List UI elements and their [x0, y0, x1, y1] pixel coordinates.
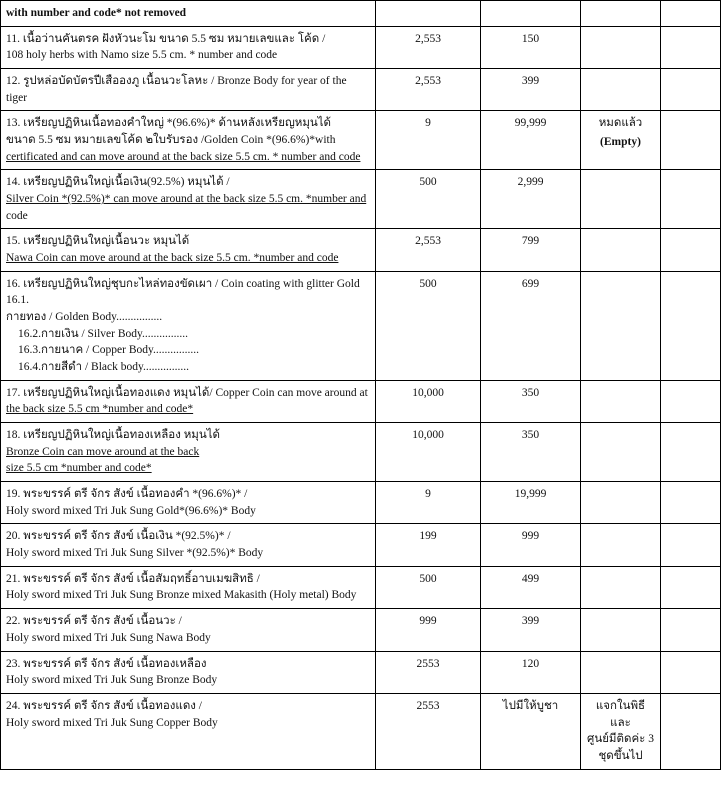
- item-note: [581, 380, 661, 422]
- item-quantity: 2,553: [376, 26, 481, 68]
- item-price: 19,999: [481, 482, 581, 524]
- item-price: 99,999: [481, 111, 581, 170]
- note-line: แจกในพิธีและ: [595, 699, 646, 729]
- item-extra: [661, 271, 721, 380]
- desc-line: Nawa Coin can move around at the back size 5.5 cm. *number and code: [6, 252, 339, 265]
- item-extra: [661, 693, 721, 769]
- table-row: [1, 380, 721, 422]
- note-line: (Empty): [600, 136, 641, 149]
- table-row: [1, 566, 721, 608]
- header-qty-cell: [376, 1, 481, 27]
- desc-line: code: [6, 209, 28, 222]
- item-note: [581, 111, 661, 170]
- table-row: [1, 69, 721, 111]
- desc-line: Silver Coin *(92.5%)* can move around at the back size 5.5 cm. *number and: [6, 193, 367, 206]
- item-description: [1, 566, 376, 608]
- item-description: [1, 423, 376, 482]
- item-description: [1, 229, 376, 271]
- desc-text: 17. เหรียญปฏิหินใหญ่เนื้อทองแดง หมุนได้/ Copper Coin can move around at: [6, 386, 368, 399]
- item-description: [1, 271, 376, 380]
- item-description: [1, 111, 376, 170]
- desc-line: Holy sword mixed Tri Juk Sung Nawa Body: [6, 631, 211, 644]
- item-price: 399: [481, 69, 581, 111]
- item-price: 699: [481, 271, 581, 380]
- table-row: [1, 651, 721, 693]
- item-price: ไปมีให้บูชา: [481, 693, 581, 769]
- desc-line: the back size 5.5 cm *number and code*: [6, 403, 194, 416]
- item-description: [1, 693, 376, 769]
- item-extra: [661, 111, 721, 170]
- item-note: [581, 609, 661, 651]
- desc-line: กายทอง / Golden Body................: [6, 311, 163, 324]
- desc-line: 16. เหรียญปฏิหินใหญ่ชุบกะไหล่ทองขัดเผา / Coin coating with glitter Gold 16.1.: [6, 277, 360, 307]
- item-quantity: 500: [376, 170, 481, 229]
- item-quantity: 2,553: [376, 229, 481, 271]
- item-description: [1, 482, 376, 524]
- item-quantity: 199: [376, 524, 481, 566]
- item-extra: [661, 229, 721, 271]
- item-description: [1, 380, 376, 422]
- table-row: [1, 26, 721, 68]
- item-quantity: 500: [376, 566, 481, 608]
- item-quantity: 2553: [376, 693, 481, 769]
- item-description: [1, 69, 376, 111]
- desc-line: Holy sword mixed Tri Juk Sung Bronze Body: [6, 674, 218, 687]
- desc-line: Holy sword mixed Tri Juk Sung Silver *(92.5%)* Body: [6, 547, 264, 560]
- item-price: 999: [481, 524, 581, 566]
- item-extra: [661, 423, 721, 482]
- item-quantity: 2553: [376, 651, 481, 693]
- item-quantity: 2,553: [376, 69, 481, 111]
- item-description: [1, 651, 376, 693]
- item-price: 120: [481, 651, 581, 693]
- item-note: [581, 271, 661, 380]
- item-quantity: 500: [376, 271, 481, 380]
- header-last-cell: [661, 1, 721, 27]
- desc-line: 14. เหรียญปฏิหินใหญ่เนื้อเงิน(92.5%) หมุนได้ /: [6, 176, 230, 189]
- item-extra: [661, 524, 721, 566]
- item-extra: [661, 482, 721, 524]
- item-price: 799: [481, 229, 581, 271]
- table-row: [1, 271, 721, 380]
- item-quantity: 9: [376, 111, 481, 170]
- item-note: [581, 423, 661, 482]
- desc-line: 18. เหรียญปฏิหินใหญ่เนื้อทองเหลือง หมุนได้: [6, 429, 220, 442]
- header-price-cell: [481, 1, 581, 27]
- item-note: [581, 229, 661, 271]
- header-title-cell: with number and code* not removed: [1, 1, 376, 27]
- item-price: 150: [481, 26, 581, 68]
- item-quantity: 10,000: [376, 380, 481, 422]
- item-note: [581, 651, 661, 693]
- table-header-row: [1, 1, 721, 27]
- desc-line: 16.3.กายนาค / Copper Body................: [18, 344, 200, 357]
- desc-line: 24. พระขรรค์ ตรี จักร สังข์ เนื้อทองแดง /: [6, 699, 202, 712]
- desc-line: 19. พระขรรค์ ตรี จักร สังข์ เนื้อทองคำ *(96.6%)* /: [6, 488, 248, 501]
- desc-line: 22. พระขรรค์ ตรี จักร สังข์ เนื้อนวะ /: [6, 615, 182, 628]
- note-line: ชุดขึ้นไป: [598, 749, 643, 762]
- item-price: 350: [481, 380, 581, 422]
- item-description: [1, 170, 376, 229]
- item-description: [1, 26, 376, 68]
- item-note: [581, 482, 661, 524]
- note-line: หมดแล้ว: [598, 117, 643, 130]
- item-extra: [661, 26, 721, 68]
- desc-line: Holy sword mixed Tri Juk Sung Gold*(96.6%)* Body: [6, 504, 256, 517]
- desc-line: 21. พระขรรค์ ตรี จักร สังข์ เนื้อสัมฤทธิ์อาบเมฆสิทธิ /: [6, 572, 260, 585]
- desc-line: 16.4.กายสีดำ / Black body................: [18, 361, 190, 374]
- item-note: [581, 26, 661, 68]
- desc-line: [6, 385, 370, 402]
- desc-line: 16.2.กายเงิน / Silver Body................: [18, 327, 189, 340]
- item-price: 2,999: [481, 170, 581, 229]
- item-extra: [661, 380, 721, 422]
- table-row: [1, 111, 721, 170]
- table-body: [1, 1, 721, 770]
- item-quantity: 999: [376, 609, 481, 651]
- item-note: [581, 170, 661, 229]
- item-description: [1, 609, 376, 651]
- item-extra: [661, 170, 721, 229]
- item-note: [581, 566, 661, 608]
- item-extra: [661, 566, 721, 608]
- table-row: [1, 524, 721, 566]
- item-description: [1, 524, 376, 566]
- item-note: [581, 524, 661, 566]
- desc-line: 12. รูปหล่อบัดบัตรปีเสือองภู เนื้อนวะโลหะ / Bronze Body for year of the tiger: [6, 75, 347, 104]
- desc-line: Holy sword mixed Tri Juk Sung Copper Body: [6, 716, 218, 729]
- table-row: [1, 482, 721, 524]
- item-price: 350: [481, 423, 581, 482]
- item-quantity: 10,000: [376, 423, 481, 482]
- item-price: 399: [481, 609, 581, 651]
- table-row: [1, 609, 721, 651]
- desc-line: 20. พระขรรค์ ตรี จักร สังข์ เนื้อเงิน *(92.5%)* /: [6, 530, 231, 543]
- item-extra: [661, 69, 721, 111]
- table-row: [1, 170, 721, 229]
- desc-line: 23. พระขรรค์ ตรี จักร สังข์ เนื้อทองเหลือง: [6, 657, 207, 670]
- item-note: [581, 69, 661, 111]
- header-note-cell: [581, 1, 661, 27]
- item-extra: [661, 651, 721, 693]
- desc-line: certificated and can move around at the back size 5.5 cm. * number and code: [6, 150, 361, 163]
- desc-line: Bronze Coin can move around at the back: [6, 445, 200, 458]
- item-price: 499: [481, 566, 581, 608]
- item-extra: [661, 609, 721, 651]
- desc-line: ขนาด 5.5 ซม หมายเลขโค้ด ๒ใบรับรอง /Golden Coin *(96.6%)*with: [6, 134, 336, 147]
- desc-line: 13. เหรียญปฏิหินเนื้อทองคำใหญ่ *(96.6%)* ด้านหลังเหรียญหมุนได้: [6, 117, 332, 130]
- table-row: [1, 693, 721, 769]
- table-row: [1, 423, 721, 482]
- desc-line: size 5.5 cm *number and code*: [6, 462, 152, 475]
- desc-line: 11. เนื้อว่านคันตรค ฝังหัวนะโม ขนาด 5.5 ซม หมายเลขและ โค้ด /: [6, 32, 326, 45]
- table-row: [1, 229, 721, 271]
- desc-line: Holy sword mixed Tri Juk Sung Bronze mixed Makasith (Holy metal) Body: [6, 589, 357, 602]
- note-line: ศูนย์มีติดค่ะ 3: [587, 733, 654, 746]
- item-note: [581, 693, 661, 769]
- desc-line: 15. เหรียญปฏิหินใหญ่เนื้อนวะ หมุนได้: [6, 235, 190, 248]
- item-quantity: 9: [376, 482, 481, 524]
- desc-line: 108 holy herbs with Namo size 5.5 cm. * number and code: [6, 49, 278, 62]
